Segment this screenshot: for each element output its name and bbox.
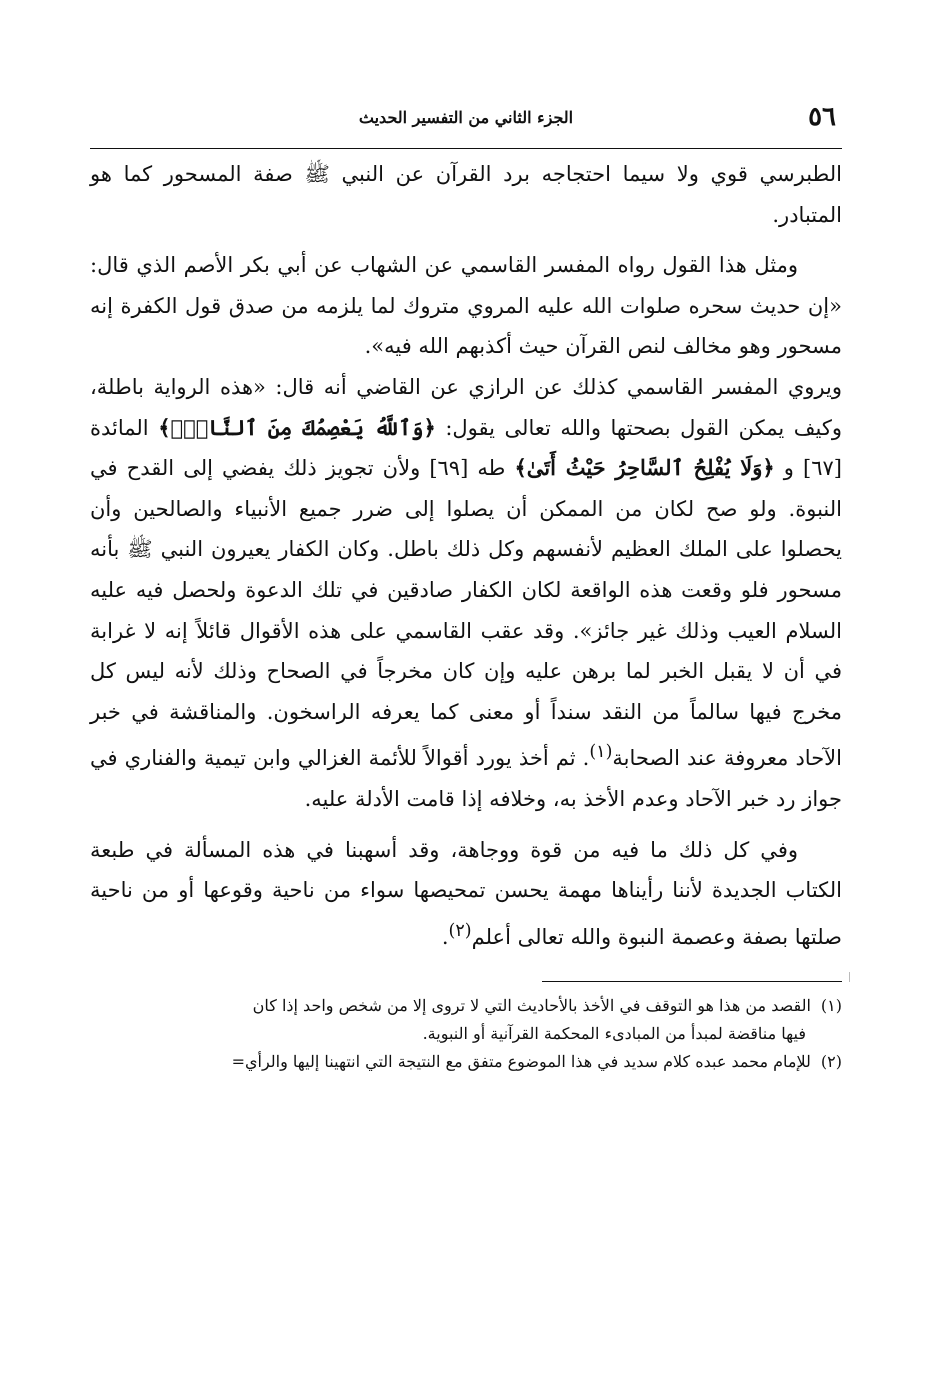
footnote-1-continuation: فيها مناقضة لمبدأ من المبادىء المحكمة القرآنية أو النبوية. — [422, 1024, 806, 1044]
footnote-marker: (١) — [820, 996, 842, 1016]
page-number: ٥٦ — [808, 102, 836, 132]
header-rule — [90, 148, 842, 149]
footnote-1 — [90, 992, 842, 1020]
paragraph-4-part-a: وفي كل ذلك ما فيه من قوة ووجاهة، وقد أسهبنا في هذه المسألة في طبعة الكتاب الجديدة لأننا رأيناها مهمة يحسن تمحيصها سواء من ناحية وقوعها أو من ناحية صلتها بصفة وعصمة النبوة والله تعالى أعلم — [90, 837, 842, 949]
quran-verse-2: ﴿وَلَا يُفْلِحُ ٱلسَّاحِرُ حَيْثُ أَتَىٰ﴾ — [514, 455, 775, 481]
footnote-marker: (٢) — [820, 1052, 842, 1072]
paragraph-3-part-b: المائدة [٦٧] و — [90, 415, 842, 481]
paragraph-4-part-b: . — [441, 924, 449, 949]
footnote-ref-1[interactable]: (١) — [589, 742, 613, 763]
paragraph-3-part-c: طه [٦٩] ولأن تجويز ذلك يفضي إلى القدح في النبوة. ولو صح لكان من الممكن أن يصلوا إلى ضرر جميع الأنبياء والصالحين وأن يحصلوا على الملك العظيم لأنفسهم وكل ذلك باطل. وكان الكفار يعيرون النبي ﷺ بأنه مسحور فلو وقعت هذه الواقعة لكان الكفار صادقين في تلك الدعوة ولحصل فيه عليه السلام العيب وذلك غير جائز». وقد عقب القاسمي على هذه الأقوال قائلاً إنه لا غرابة في أن لا يقبل الخبر لما برهن عليه وإن كان مخرجاً في الصحاح وذلك لأنه ليس كل مخرج فيها سالماً من النقد سنداً أو معنى كما يعرفه الراسخون. والمناقشة في خبر الآحاد معروفة عند الصحابة — [90, 456, 842, 771]
footnote-text: للإمام محمد عبده كلام سديد في هذا الموضوع متفق مع النتيجة التي انتهينا إليها والرأي= — [231, 1052, 811, 1072]
paragraph-3 — [90, 367, 842, 820]
paragraph-1: الطبرسي قوي ولا سيما احتجاجه برد القرآن عن النبي ﷺ صفة المسحور كما هو المتبادر. — [90, 162, 842, 227]
footnote-2 — [90, 1048, 842, 1076]
page-header — [90, 96, 842, 132]
footnotes — [90, 992, 842, 1076]
paragraph-4 — [90, 830, 842, 958]
running-title: الجزء الثاني من التفسير الحديث — [358, 108, 574, 127]
document-page — [90, 96, 842, 1076]
paragraph-3-part-a: ويروي المفسر القاسمي كذلك عن الرازي عن القاضي أنه قال: «هذه الرواية باطلة، وكيف يمكن القول بصحتها والله تعالى يقول: — [90, 374, 842, 440]
paragraph-3-part-d: . ثم أخذ يورد أقوالاً للأئمة الغزالي وابن تيمية والفناري في جواز رد خبر الآحاد وعدم الأخذ به، وخلافه إذا قامت الأدلة عليه. — [90, 746, 842, 811]
quran-verse-1: ﴿وَٱللَّهُ يَعْصِمُكَ مِنَ ٱلنَّاسِۗ﴾ — [158, 414, 436, 440]
scan-edge-mark — [849, 972, 850, 982]
footnote-ref-2[interactable]: (٢) — [448, 920, 472, 941]
footnote-rule — [542, 981, 842, 982]
paragraph-2: ومثل هذا القول رواه المفسر القاسمي عن الشهاب عن أبي بكر الأصم الذي قال: «إن حديث سحره صلوات الله عليه المروي متروك لما يلزمه من صدق قول الكفرة إنه مسحور وهو مخالف لنص القرآن حيث أكذبهم الله فيه». — [90, 253, 842, 359]
body-text — [90, 154, 842, 957]
footnote-text: القصد من هذا هو التوقف في الأخذ بالأحاديث التي لا تروى إلا من شخص واحد إذا كان — [252, 996, 811, 1016]
